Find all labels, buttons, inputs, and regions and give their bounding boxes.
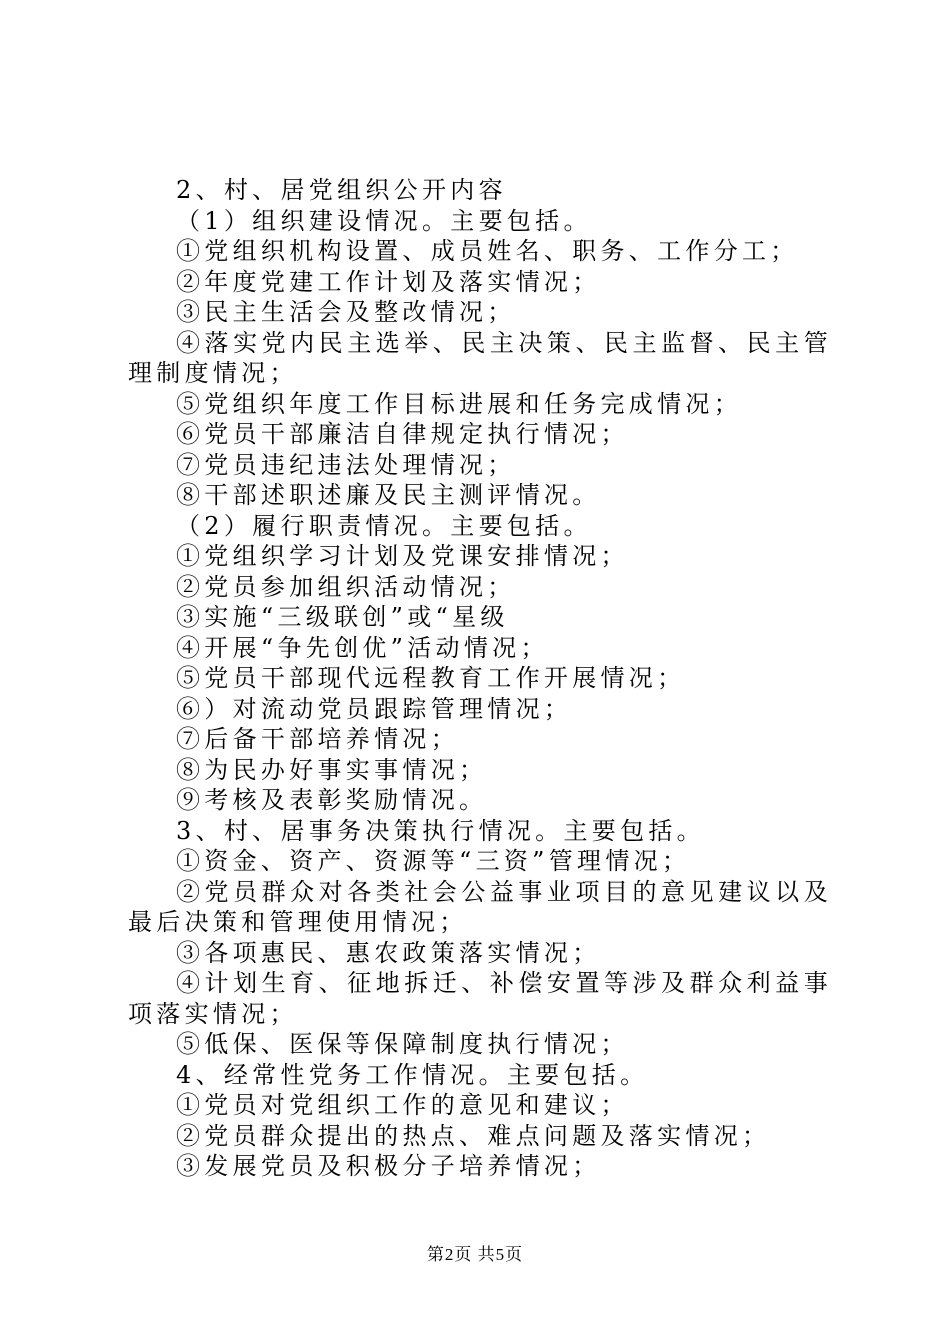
paragraph-line: ①党组织学习计划及党课安排情况； [176, 542, 629, 570]
paragraph-line: （2）履行职责情况。主要包括。 [176, 511, 592, 540]
paragraph-line: ②党员群众对各类社会公益事业项目的意见建议以及最后决策和管理使用情况； [128, 877, 832, 936]
paragraph-line: ④计划生育、征地拆迁、补偿安置等涉及群众利益事项落实情况； [128, 969, 832, 1028]
paragraph-line: 2、村、居党组织公开内容 [176, 176, 507, 204]
paragraph-line: ⑦后备干部培养情况； [176, 725, 459, 753]
paragraph-line: ②年度党建工作计划及落实情况； [176, 267, 601, 296]
paragraph-line: ⑤低保、医保等保障制度执行情况； [176, 1030, 629, 1058]
paragraph-line: ①资金、资产、资源等“三资”管理情况； [176, 847, 691, 875]
paragraph-line: ①党员对党组织工作的意见和建议； [176, 1091, 629, 1119]
paragraph-line: ③民主生活会及整改情况； [176, 298, 516, 326]
paragraph-line: 3、村、居事务决策执行情况。主要包括。 [176, 816, 705, 845]
paragraph-line: ⑧干部述职述廉及民主测评情况。 [176, 481, 601, 509]
paragraph-line: 4、经常性党务工作情况。主要包括。 [176, 1060, 649, 1089]
paragraph-line: ⑦党员违纪违法处理情况； [176, 450, 516, 479]
paragraph-line: ③发展党员及积极分子培养情况； [176, 1152, 601, 1180]
paragraph-line: （1）组织建设情况。主要包括。 [176, 206, 592, 235]
paragraph-line: ②党员群众提出的热点、难点问题及落实情况； [176, 1121, 771, 1150]
paragraph-line: ④落实党内民主选举、民主决策、民主监督、民主管理制度情况； [128, 328, 832, 387]
document-body [128, 175, 832, 1182]
paragraph-line: ④开展“争先创优”活动情况； [176, 633, 549, 662]
paragraph-line: ⑧为民办好事实事情况； [176, 755, 488, 784]
page-footer: 第2页 共5页 [426, 1245, 524, 1264]
paragraph-line: ⑤党员干部现代远程教育工作开展情况； [176, 664, 686, 692]
paragraph-line: ⑤党组织年度工作目标进展和任务完成情况； [176, 389, 742, 418]
paragraph-line: ⑥）对流动党员跟踪管理情况； [176, 694, 573, 723]
paragraph-line: ②党员参加组织活动情况； [176, 572, 516, 601]
paragraph-line: ⑨考核及表彰奖励情况。 [176, 786, 488, 814]
paragraph-line: ①党组织机构设置、成员姓名、职务、工作分工； [176, 237, 799, 265]
paragraph-line: ⑥党员干部廉洁自律规定执行情况； [176, 420, 629, 448]
paragraph-line: ③各项惠民、惠农政策落实情况； [176, 938, 601, 967]
paragraph-line: ③实施“三级联创”或“星级 [176, 603, 509, 631]
